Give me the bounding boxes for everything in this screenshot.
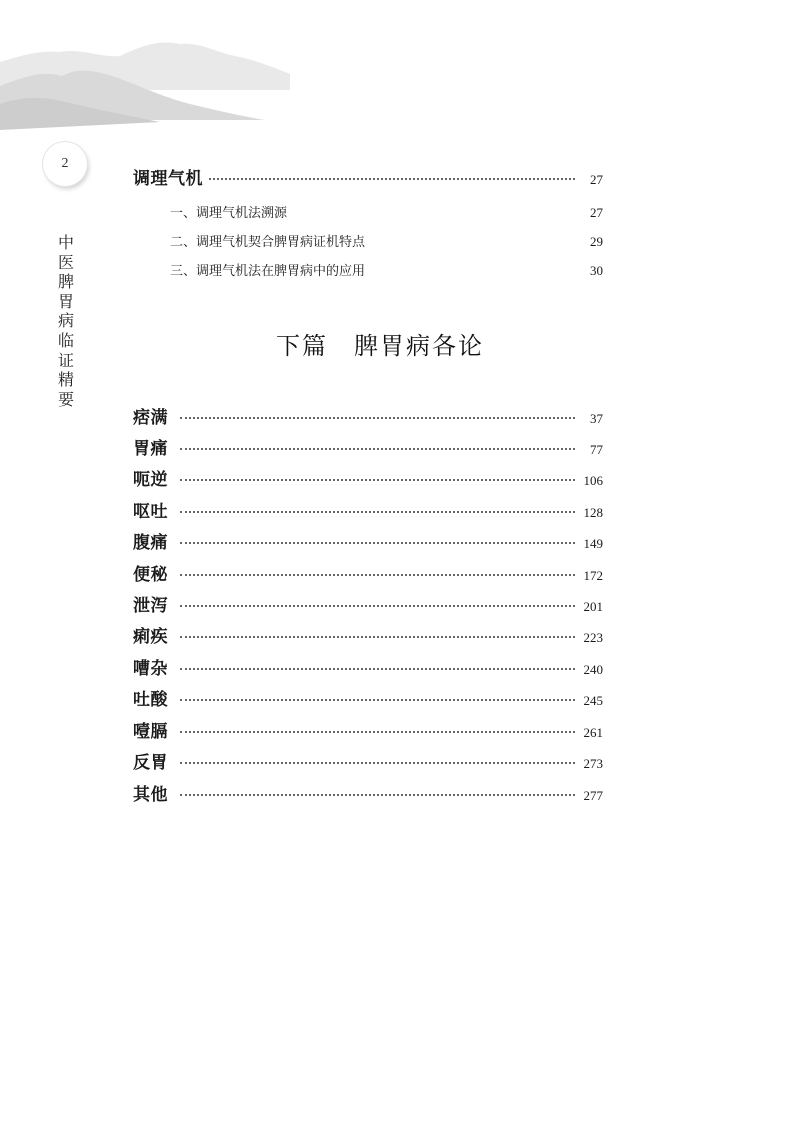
entry-title: 噎膈: [133, 722, 168, 742]
chapter-page: 27: [590, 172, 603, 187]
toc-entry[interactable]: [133, 434, 603, 459]
toc-entry[interactable]: [133, 465, 603, 490]
entry-page: 149: [583, 536, 603, 551]
entry-page: 245: [583, 693, 603, 708]
toc-entry[interactable]: [133, 685, 603, 710]
entry-title: 其他: [133, 785, 168, 805]
toc-section[interactable]: [170, 231, 603, 250]
part-heading: 下篇 脾胃病各论: [276, 332, 484, 360]
dot-leader: [209, 178, 575, 180]
entry-page: 37: [590, 411, 603, 426]
toc-entry[interactable]: [133, 497, 603, 522]
dot-leader: [180, 479, 575, 481]
entry-title: 泄泻: [133, 596, 168, 616]
book-title-vertical: 中医脾胃病临证精要: [57, 233, 74, 409]
dot-leader: [180, 417, 575, 419]
mountain-decoration: [0, 0, 300, 140]
dot-leader: [180, 636, 575, 638]
entry-page: 223: [583, 630, 603, 645]
toc-entry[interactable]: [133, 560, 603, 585]
section-title: 三、调理气机法在脾胃病中的应用: [170, 264, 366, 279]
entry-title: 痢疾: [133, 627, 168, 647]
dot-leader: [180, 699, 575, 701]
toc-entry[interactable]: [133, 528, 603, 553]
entry-page: 277: [583, 788, 603, 803]
entry-title: 嘈杂: [133, 659, 168, 679]
entry-title: 腹痛: [133, 533, 168, 553]
section-title: 一、调理气机法溯源: [170, 206, 288, 221]
chapter-title: 调理气机: [133, 169, 203, 189]
entry-title: 痞满: [133, 408, 168, 428]
toc-entry[interactable]: [133, 622, 603, 647]
entry-page: 172: [583, 568, 603, 583]
entry-page: 240: [583, 662, 603, 677]
dot-leader: [180, 605, 575, 607]
toc-section[interactable]: [170, 260, 603, 279]
dot-leader: [180, 542, 575, 544]
page-number-badge: [43, 142, 87, 186]
toc-chapter[interactable]: [133, 164, 603, 189]
toc-entry[interactable]: [133, 403, 603, 428]
toc-entry[interactable]: [133, 780, 603, 805]
toc-entry[interactable]: [133, 748, 603, 773]
section-page: 27: [590, 205, 603, 220]
dot-leader: [180, 511, 575, 513]
entry-title: 呕吐: [133, 502, 168, 522]
dot-leader: [180, 762, 575, 764]
entry-title: 反胃: [133, 753, 168, 773]
toc-entry[interactable]: [133, 654, 603, 679]
dot-leader: [180, 574, 575, 576]
dot-leader: [180, 448, 575, 450]
dot-leader: [180, 668, 575, 670]
section-title: 二、调理气机契合脾胃病证机特点: [170, 235, 366, 250]
section-page: 30: [590, 263, 603, 278]
dot-leader: [180, 794, 575, 796]
entry-title: 胃痛: [133, 439, 168, 459]
entry-title: 便秘: [133, 565, 168, 585]
entry-page: 261: [583, 725, 603, 740]
entry-page: 106: [583, 473, 603, 488]
dot-leader: [180, 731, 575, 733]
section-page: 29: [590, 234, 603, 249]
entry-title: 吐酸: [133, 690, 168, 710]
toc-section[interactable]: [170, 202, 603, 221]
entry-page: 77: [590, 442, 603, 457]
entry-page: 273: [583, 756, 603, 771]
entry-title: 呃逆: [133, 470, 168, 490]
entry-page: 201: [583, 599, 603, 614]
page-number: 2: [61, 156, 69, 171]
toc-entry[interactable]: [133, 591, 603, 616]
toc-entry[interactable]: [133, 717, 603, 742]
entry-page: 128: [583, 505, 603, 520]
